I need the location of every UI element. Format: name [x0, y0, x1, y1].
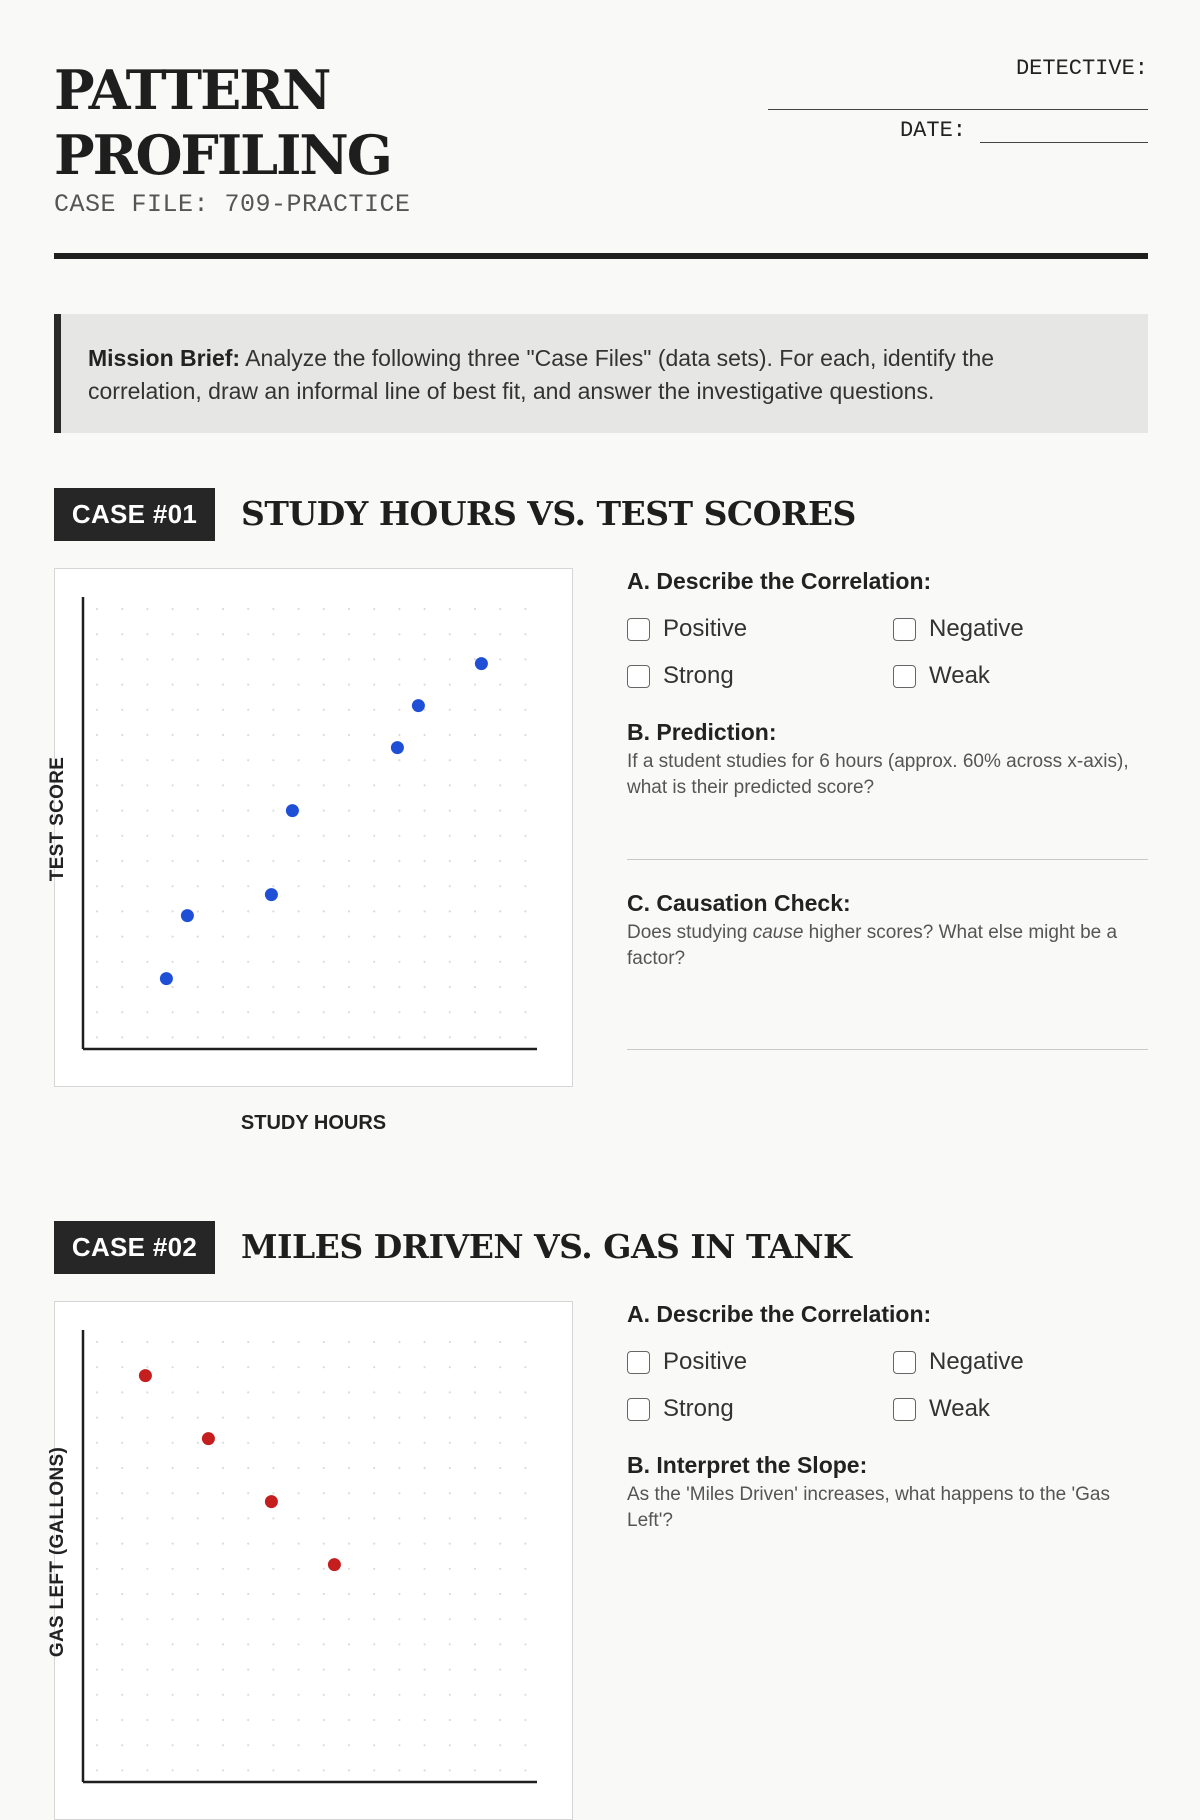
- checkbox[interactable]: [627, 1398, 650, 1421]
- case-02-question-b-text: As the 'Miles Driven' increases, what happens to the 'Gas Left'?: [627, 1484, 1110, 1531]
- option-label: Negative: [929, 615, 1024, 642]
- case-01-grid: [96, 608, 527, 1039]
- detective-block: [768, 56, 1148, 143]
- checkbox[interactable]: [627, 1351, 650, 1374]
- date-field[interactable]: [980, 120, 1148, 143]
- case-02-data-point-1: [139, 1369, 152, 1382]
- case-02-tag: CASE #02: [54, 1221, 215, 1274]
- case-02-data-point-2: [202, 1432, 215, 1445]
- mission-brief-text: Analyze the following three "Case Files" (data sets). For each, identify the correlation, draw an informal line of best fit, and answer the investigative questions.: [88, 345, 995, 404]
- text-part: higher scores? What else might be a factor?: [627, 922, 1118, 969]
- case-02-option-strong[interactable]: [627, 1392, 893, 1426]
- case-02-data-point-4: [328, 1558, 341, 1571]
- case-01-question-b-text: If a student studies for 6 hours (approx. 60% across x-axis), what is their predicted score?: [627, 751, 1129, 798]
- case-01-questions: [627, 568, 1148, 1050]
- case-02-option-weak[interactable]: [893, 1392, 1148, 1426]
- checkbox[interactable]: [893, 1351, 916, 1374]
- case-02-question-b: B. Interpret the Slope:: [627, 1452, 868, 1478]
- case-01-data-point-4: [286, 804, 299, 817]
- text-part: Does studying: [627, 922, 753, 943]
- case-01-option-weak[interactable]: [893, 659, 1148, 693]
- case-02-grid: [96, 1341, 527, 1772]
- page-title: [54, 58, 411, 188]
- case-01-chart[interactable]: [54, 568, 573, 1087]
- checkbox[interactable]: [893, 665, 916, 688]
- option-label: Strong: [663, 1395, 734, 1422]
- case-01-title: STUDY HOURS VS. TEST SCORES: [241, 494, 856, 533]
- case-01-data-point-6: [412, 699, 425, 712]
- case-01-data-point-5: [391, 741, 404, 754]
- case-01-section: [47, 488, 1148, 1138]
- case-01-x-axis-label: STUDY HOURS: [240, 1112, 387, 1134]
- checkbox[interactable]: [893, 1398, 916, 1421]
- case-02-option-negative[interactable]: [893, 1345, 1148, 1379]
- case-02-y-axis-label: GAS LEFT (GALLONS): [47, 1446, 68, 1658]
- case-01-option-negative[interactable]: [893, 612, 1148, 646]
- case-02-title: MILES DRIVEN VS. GAS IN TANK: [241, 1227, 852, 1266]
- case-01-question-c-text: [627, 920, 1148, 972]
- option-label: Strong: [663, 662, 734, 689]
- option-label: Positive: [663, 1348, 748, 1375]
- option-label: Negative: [929, 1348, 1024, 1375]
- header-divider: [54, 253, 1148, 259]
- case-01-option-positive[interactable]: [627, 612, 893, 646]
- date-label: DATE:: [899, 118, 966, 143]
- checkbox[interactable]: [627, 618, 650, 641]
- option-label: Weak: [929, 1395, 990, 1422]
- title-line-2: PROFILING: [54, 123, 391, 187]
- case-01-data-point-1: [160, 972, 173, 985]
- case-01-data-point-7: [475, 657, 488, 670]
- case-02-option-positive[interactable]: [627, 1345, 893, 1379]
- option-label: Positive: [663, 615, 748, 642]
- emphasis-text: cause: [752, 922, 804, 943]
- case-02-data-point-3: [265, 1495, 278, 1508]
- case-01-correlation-options: [627, 612, 1148, 693]
- case-01-answer-c-line[interactable]: [627, 1048, 1148, 1050]
- checkbox[interactable]: [893, 618, 916, 641]
- case-02-correlation-options: [627, 1345, 1148, 1426]
- case-02-section: [47, 1221, 1148, 1658]
- detective-label: DETECTIVE:: [1015, 56, 1148, 81]
- case-01-option-strong[interactable]: [627, 659, 893, 693]
- checkbox[interactable]: [627, 665, 650, 688]
- case-01-question-c: C. Causation Check:: [627, 890, 851, 916]
- case-01-data-point-2: [181, 909, 194, 922]
- case-file-id: CASE FILE: 709-PRACTICE: [54, 190, 411, 219]
- option-label: Weak: [929, 662, 990, 689]
- case-02-chart[interactable]: [54, 1301, 573, 1820]
- title-block: [54, 58, 411, 219]
- case-02-questions: [627, 1301, 1148, 1534]
- case-01-answer-b-line[interactable]: [627, 858, 1148, 860]
- case-01-scatter-plot[interactable]: [55, 569, 571, 1085]
- mission-brief: [54, 314, 1148, 433]
- mission-brief-label: Mission Brief:: [88, 345, 241, 371]
- case-02-scatter-plot[interactable]: [55, 1302, 571, 1818]
- detective-name-field[interactable]: [768, 85, 1148, 110]
- case-01-question-a: A. Describe the Correlation:: [627, 568, 932, 594]
- case-01-question-b: B. Prediction:: [627, 719, 777, 745]
- case-01-y-axis-label: TEST SCORE: [47, 756, 68, 882]
- case-01-data-point-3: [265, 888, 278, 901]
- worksheet-page: [47, 0, 1148, 1658]
- case-02-question-a: A. Describe the Correlation:: [627, 1301, 932, 1327]
- case-01-tag: CASE #01: [54, 488, 215, 541]
- title-line-1: PATTERN: [54, 58, 330, 122]
